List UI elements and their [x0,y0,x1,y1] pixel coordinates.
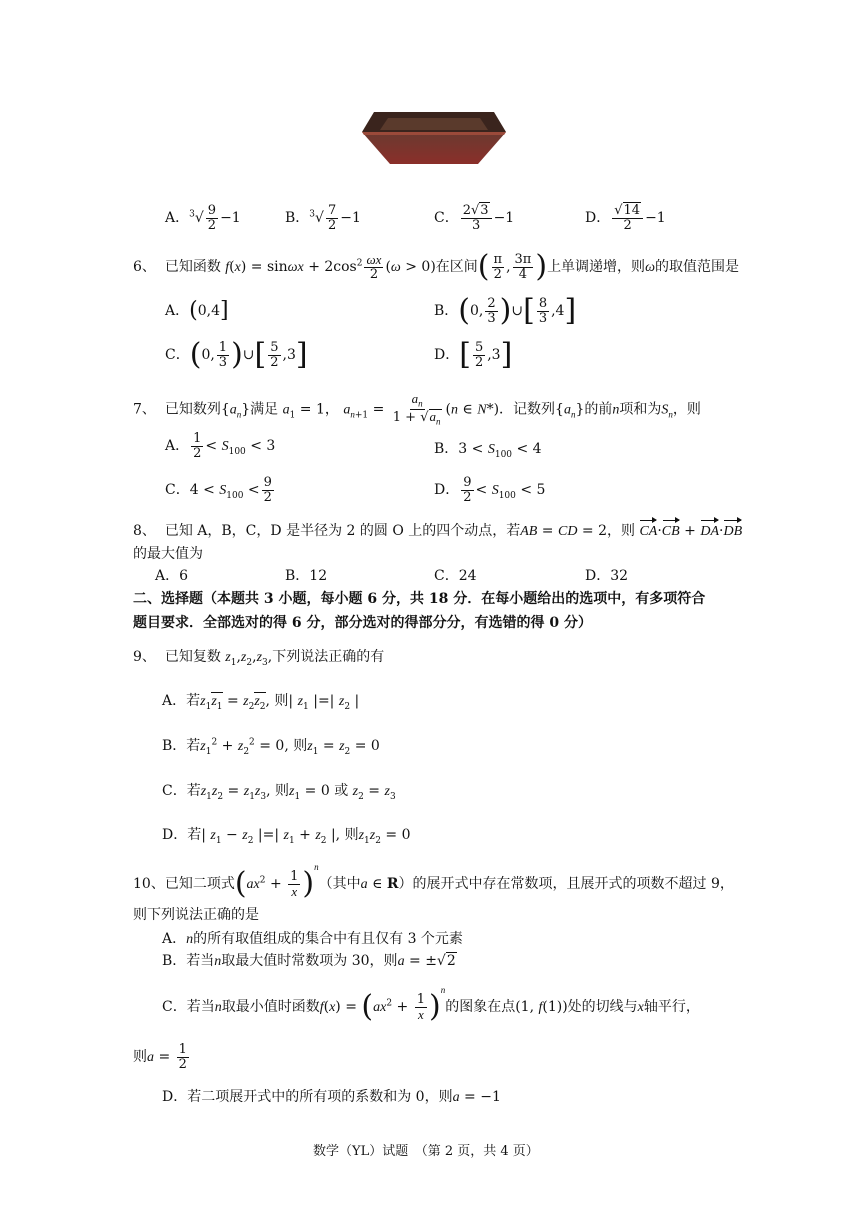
q5-option-a[interactable]: A．$^3$√ $\frac{9}{2}$ −1 [165,203,241,233]
q6-option-b[interactable]: B．(0, $\frac{2}{3}$ )∪[ $\frac{8}{3}$ ,4] [434,293,577,328]
q8-option-c[interactable]: C．24 [434,568,477,584]
q7-option-b[interactable]: B．$3 < S_{100} < 4$ [434,441,542,460]
q6-option-a[interactable]: A．(0,4] [165,298,229,323]
q8-option-d[interactable]: D．32 [585,568,629,584]
q9-option-b[interactable]: B．若$z_1^2 + z_2^2 = 0$, 则$z_1 = z_2 = 0$ [162,737,380,757]
q10-stem: 10、已知二项式($ax^2$ + $\frac{1}{x}$ )$^n$（其中a ∈ R）的展开式中存在常数项，且展开式的项数不超过 9， [133,862,734,901]
q9-stem: 9、 已知复数 $z_1,z_2,z_3$,下列说法正确的有 [133,649,385,668]
wooden-bucket-image [360,108,508,166]
q10-option-a[interactable]: A．n的所有取值组成的集合中有且仅有 3 个元素 [162,931,463,947]
q10-option-c[interactable]: C．若当n取最小值时函数$f(x) = (ax^2$ + $\frac{1}{x}$ )$^n$的图象在点(1, f(1))处的切线与x轴平行， [162,985,700,1024]
q9-option-a[interactable]: A．若$z_1z_1 = z_2z_2$, 则| $z_1$ |=| $z_2$ | [162,693,360,712]
q10-option-d[interactable]: D．若二项展开式中的所有项的系数和为 0，则a = −1 [162,1089,501,1105]
q9-option-c[interactable]: C．若$z_1z_2 = z_1z_3$, 则$z_1 = 0$ 或 $z_2 = z_3$ [162,783,396,802]
section-heading-line1: 二、选择题（本题共 3 小题，每小题 6 分，共 18 分．在每小题给出的选项中，有多项符合 [133,591,706,607]
q8-stem-line2: 的最大值为 [133,546,203,562]
q10-option-c-cont: 则a = $\frac{1}{2}$ [133,1042,187,1072]
q5-option-b[interactable]: B．$^3$√ $\frac{7}{2}$ −1 [285,203,361,233]
q8-option-a[interactable]: A．6 [155,568,189,584]
q10-stem-line2: 则下列说法正确的是 [133,907,259,923]
q8-option-b[interactable]: B．12 [285,568,328,584]
q6-stem: 6、 已知函数 $f(x) = \sin\omega x + 2\cos^2$ $\frac{\omega x}{2}$ (ω > 0)在区间( $\frac{\pi}{2}$ , $\frac{3\pi}{4}$ )上单调递增，则ω的取值范围是 [133,249,739,284]
q8-stem: 8、 已知 A，B，C，D 是半径为 2 的圆 O 上的四个动点，若AB = CD = 2，则 CA·CB + DA·DB [133,520,742,540]
section-heading-line2: 题目要求．全部选对的得 6 分，部分选对的得部分分，有选错的得 0 分） [133,615,592,631]
q6-option-c[interactable]: C．(0, $\frac{1}{3}$ )∪[ $\frac{5}{2}$ ,3] [165,337,308,372]
q7-stem: 7、 已知数列$\{a_n\}$满足 $a_1 = 1$， $a_{n+1}$ = $\frac{a_n}{1 + √a_n}$ (n ∈ N*)．记数列$\{a_n\}$的前n项和为$S_n$，则 [133,391,701,427]
q5-option-d[interactable]: D． $\frac{√14}{2}$ −1 [585,203,666,233]
q5-option-c[interactable]: C． $\frac{2√3}{3}$ −1 [434,203,515,233]
q10-option-b[interactable]: B．若当n取最大值时常数项为 30，则a = ±√2 [162,953,456,969]
q7-option-d[interactable]: D． $\frac{9}{2}$ < $S_{100} < 5$ [434,475,546,505]
q9-option-d[interactable]: D．若| $z_1 - z_2$ |=| $z_1 + z_2$ |, 则$z_1z_2 = 0$ [162,827,411,846]
page-footer: 数学（YL）试题 （第 2 页，共 4 页） [313,1144,539,1159]
q6-option-d[interactable]: D．[ $\frac{5}{2}$ ,3] [434,337,513,372]
q7-option-c[interactable]: C．$4 < S_{100}$ < $\frac{9}{2}$ [165,475,272,505]
q7-option-a[interactable]: A． $\frac{1}{2}$ < $S_{100} < 3$ [165,431,276,461]
